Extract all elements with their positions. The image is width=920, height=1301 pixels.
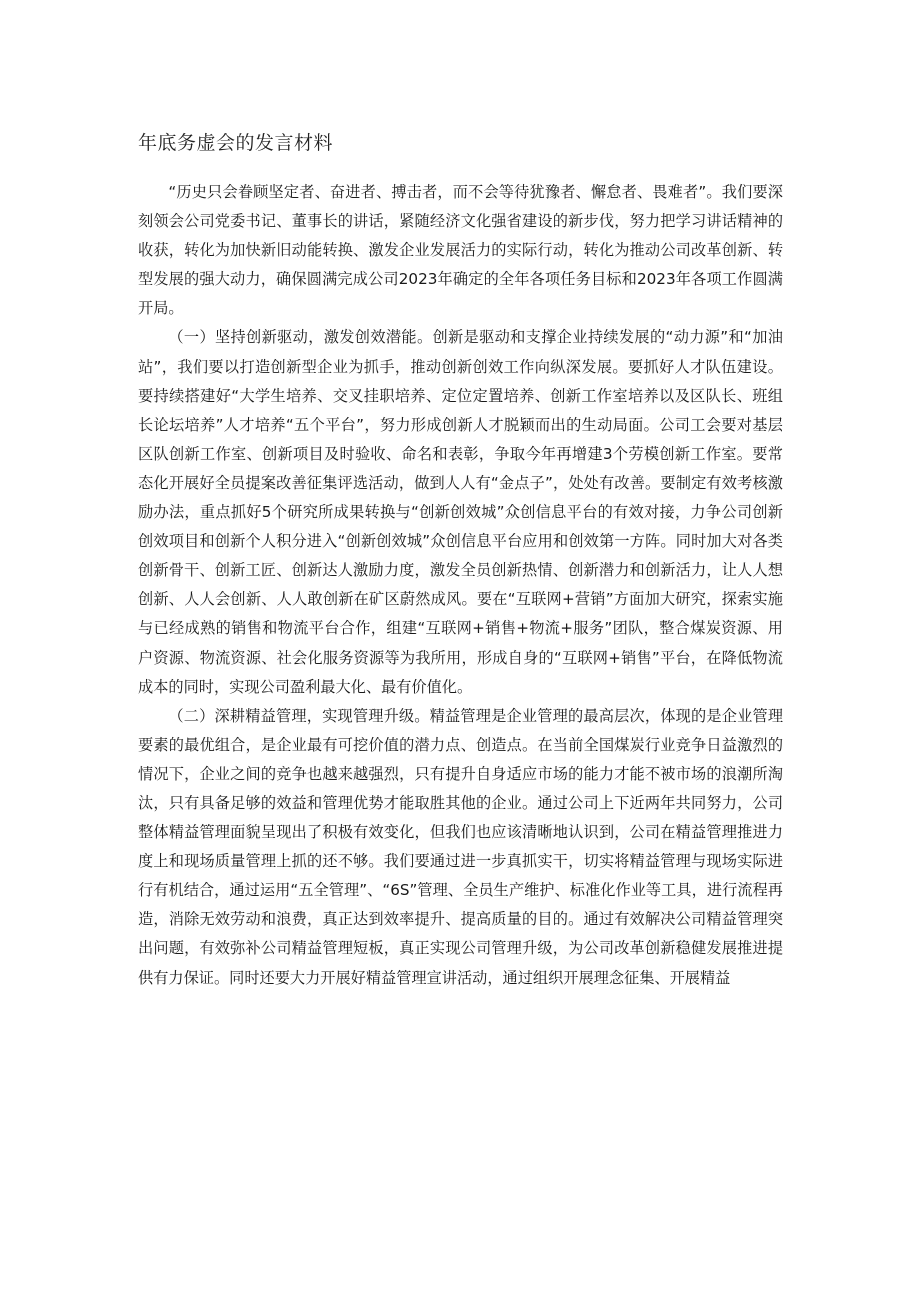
document-title: 年底务虚会的发言材料: [138, 132, 334, 154]
paragraph-intro: “历史只会眷顾坚定者、奋进者、搏击者，而不会等待犹豫者、懈怠者、畏难者”。我们要深刻领会公司党委书记、董事长的讲话，紧随经济文化强省建设的新步伐，努力把学习讲话精神的收获，转化为加快新旧动能转换、激发企业发展活力的实际行动，转化为推动公司改革创新、转型发展的强大动力，确保圆满完成公司2023年确定的全年各项任务目标和2023年各项工作圆满开局。: [138, 183, 783, 318]
paragraph-lean-management: （二）深耕精益管理，实现管理升级。精益管理是企业管理的最高层次，体现的是企业管理要素的最优组合，是企业最有可挖价值的潜力点、创造点。在当前全国煤炭行业竞争日益激烈的情况下，企业之间的竞争也越来越强烈，只有提升自身适应市场的能力才能不被市场的浪潮所淘汰，只有具备足够的效益和管理优势才能取胜其他的企业。通过公司上下近两年共同努力，公司整体精益管理面貌呈现出了积极有效变化，但我们也应该清晰地认识到，公司在精益管理推进力度上和现场质量管理上抓的还不够。我们要通过进一步真抓实干，切实将精益管理与现场实际进行有机结合，通过运用“五全管理”、“6S”管理、全员生产维护、标准化作业等工具，进行流程再造，消除无效劳动和浪费，真正达到效率提升、提高质量的目的。通过有效解决公司精益管理突出问题，有效弥补公司精益管理短板，真正实现公司管理升级，为公司改革创新稳健发展推进提供有力保证。同时还要大力开展好精益管理宣讲活动，通过组织开展理念征集、开展精益: [138, 706, 783, 987]
paragraph-innovation: （一）坚持创新驱动，激发创效潜能。创新是驱动和支撑企业持续发展的“动力源”和“加油站”，我们要以打造创新型企业为抓手，推动创新创效工作向纵深发展。要抓好人才队伍建设。要持续搭建好“大学生培养、交叉挂职培养、定位定置培养、创新工作室培养以及区队长、班组长论坛培养”人才培养“五个平台”，努力形成创新人才脱颖而出的生动局面。公司工会要对基层区队创新工作室、创新项目及时验收、命名和表彰，争取今年再增建3个劳模创新工作室。要常态化开展好全员提案改善征集评选活动，做到人人有“金点子”，处处有改善。要制定有效考核激励办法，重点抓好5个研究所成果转换与“创新创效城”众创信息平台的有效对接，力争公司创新创效项目和创新个人积分进入“创新创效城”众创信息平台应用和创效第一方阵。同时加大对各类创新骨干、创新工匠、创新达人激励力度，激发全员创新热情、创新潜力和创新活力，让人人想创新、人人会创新、人人敢创新在矿区蔚然成风。要在“互联网+营销”方面加大研究，探索实施与已经成熟的销售和物流平台合作，组建“互联网+销售+物流+服务”团队，整合煤炭资源、用户资源、物流资源、社会化服务资源等为我所用，形成自身的“互联网+销售”平台，在降低物流成本的同时，实现公司盈利最大化、最有价值化。: [138, 328, 783, 696]
document-body: [138, 178, 783, 993]
